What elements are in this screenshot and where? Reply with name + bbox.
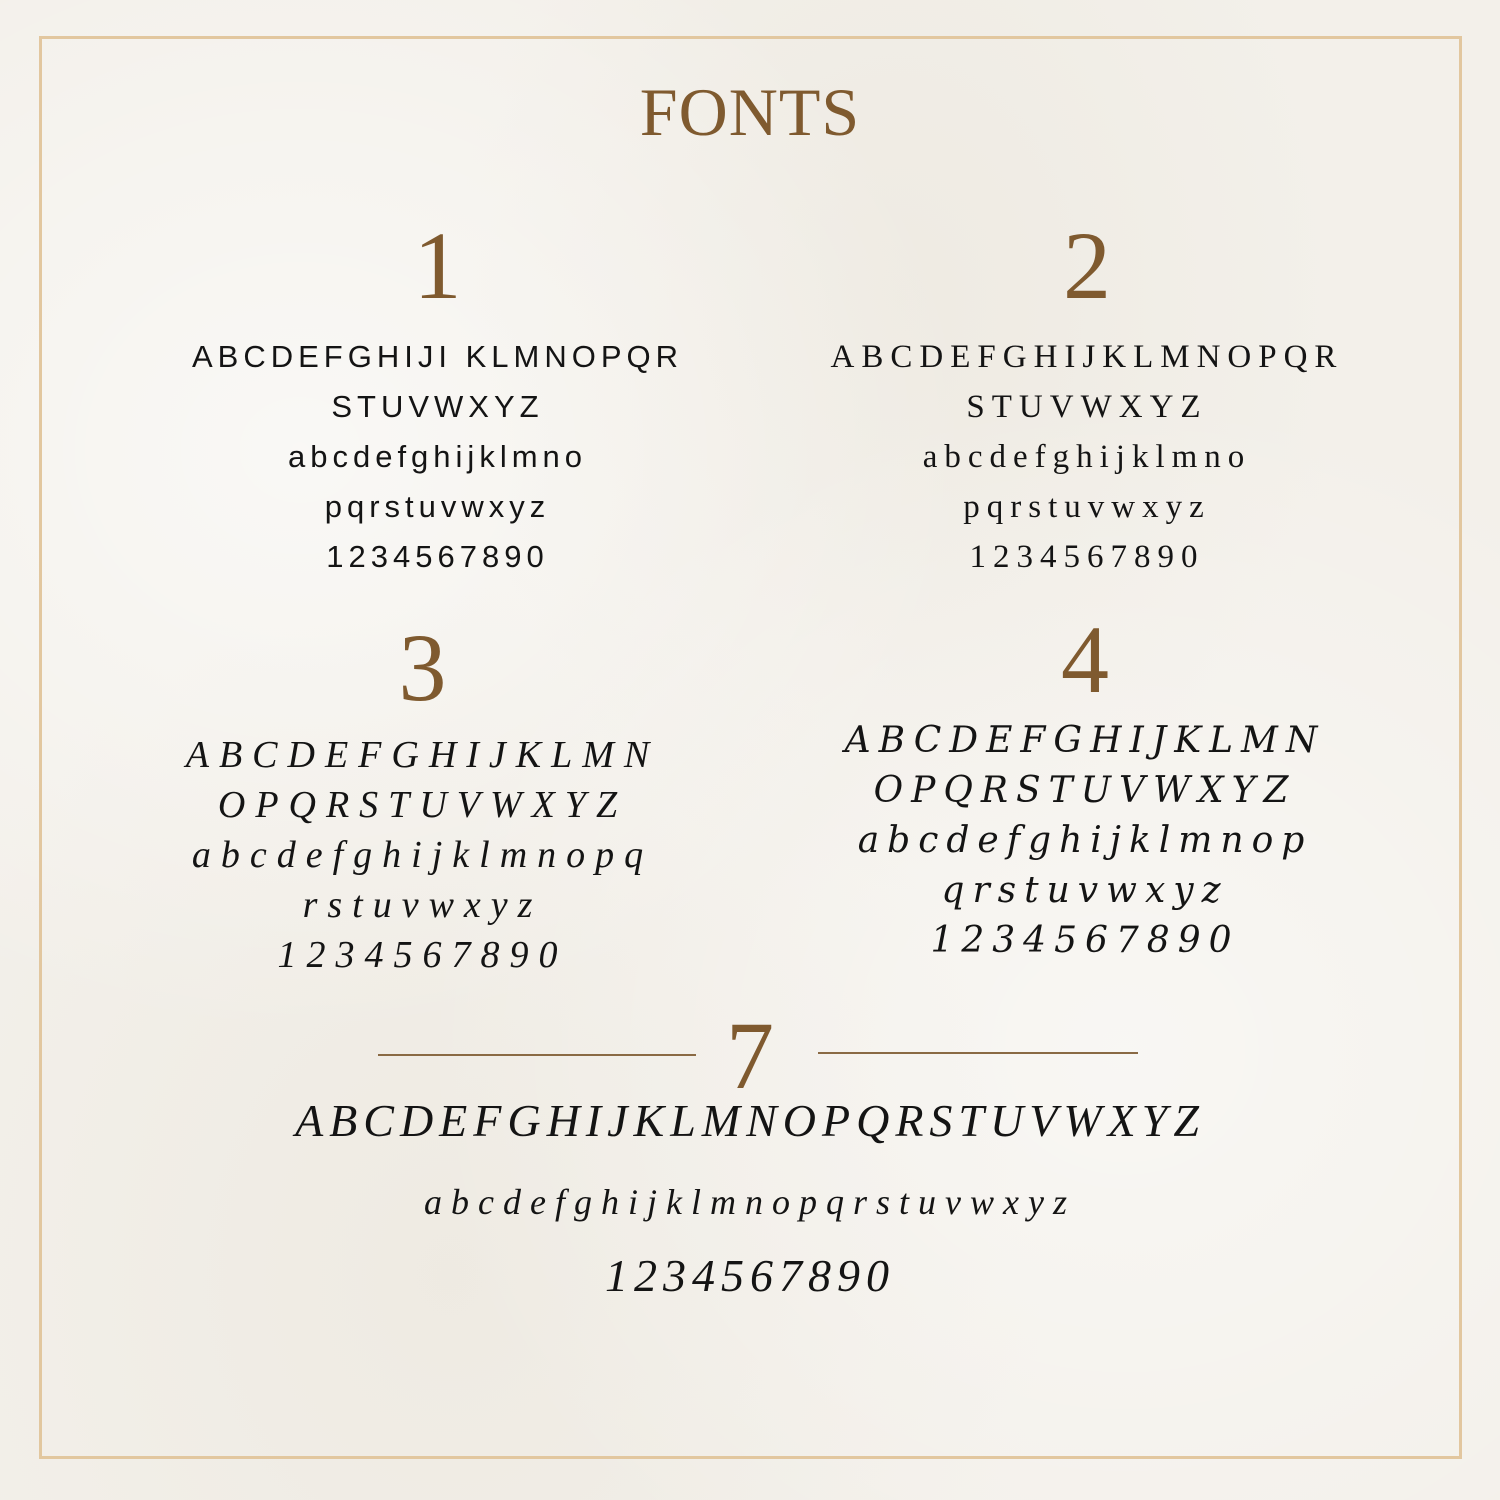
font-sample-1: [160, 212, 715, 582]
lowercase-line: abcdefghijklmnopqrstuvwxyz: [424, 1182, 1076, 1222]
font-sample-2: [782, 212, 1392, 582]
lowercase-line-1: abcdefghijklmnop: [857, 820, 1313, 861]
font-sample-7: [200, 1002, 1300, 1306]
lowercase-line-1: abcdefghijklmno: [287, 439, 588, 474]
lowercase-line-2: pqrstuvwxyz: [963, 489, 1211, 525]
font-number-7: 7: [726, 1002, 774, 1109]
lowercase-line-1: abcdefghijklmno: [922, 439, 1252, 475]
uppercase-line-2: STUVWXYZ: [966, 389, 1208, 425]
uppercase-line-1: ABCDEFGHIJKLMN: [844, 720, 1326, 761]
uppercase-line-1: ABCDEFGHIJKLMN: [185, 734, 660, 776]
font-sample-4: [790, 606, 1380, 966]
font-number-2: 2: [1063, 212, 1111, 319]
digits-line: 1234567890: [326, 539, 549, 574]
uppercase-line: ABCDEFGHIJKLMNOPQRSTUVWXYZ: [295, 1095, 1205, 1146]
lowercase-line-2: rstuvwxyz: [302, 884, 543, 926]
lowercase-line-2: pqrstuvwxyz: [324, 489, 551, 524]
font-number-row: [200, 1002, 1300, 1109]
uppercase-line-1: ABCDEFGHIJKLMNOPQR: [830, 339, 1344, 375]
uppercase-line-1: ABCDEFGHIJI KLMNOPQR: [192, 339, 683, 374]
uppercase-line-2: STUVWXYZ: [331, 389, 544, 424]
font-number-1: 1: [413, 212, 462, 319]
font-sample-3: [115, 614, 730, 980]
font-number-4: 4: [1061, 606, 1109, 713]
lowercase-line-2: qrstuvwxyz: [941, 870, 1229, 911]
digits-line: 1234567890: [605, 1250, 895, 1301]
page-title: FONTS: [639, 74, 861, 150]
uppercase-line-2: OPQRSTUVWXYZ: [873, 770, 1297, 811]
font-number-3: 3: [398, 614, 447, 721]
digits-line: 1234567890: [277, 934, 568, 976]
digits-line: 1234567890: [969, 539, 1205, 575]
digits-line: 1234567890: [930, 920, 1240, 961]
lowercase-line-1: abcdefghijklmnopq: [191, 834, 654, 876]
divider-right: [818, 1052, 1138, 1054]
uppercase-line-2: OPQRSTUVWXYZ: [217, 784, 628, 826]
